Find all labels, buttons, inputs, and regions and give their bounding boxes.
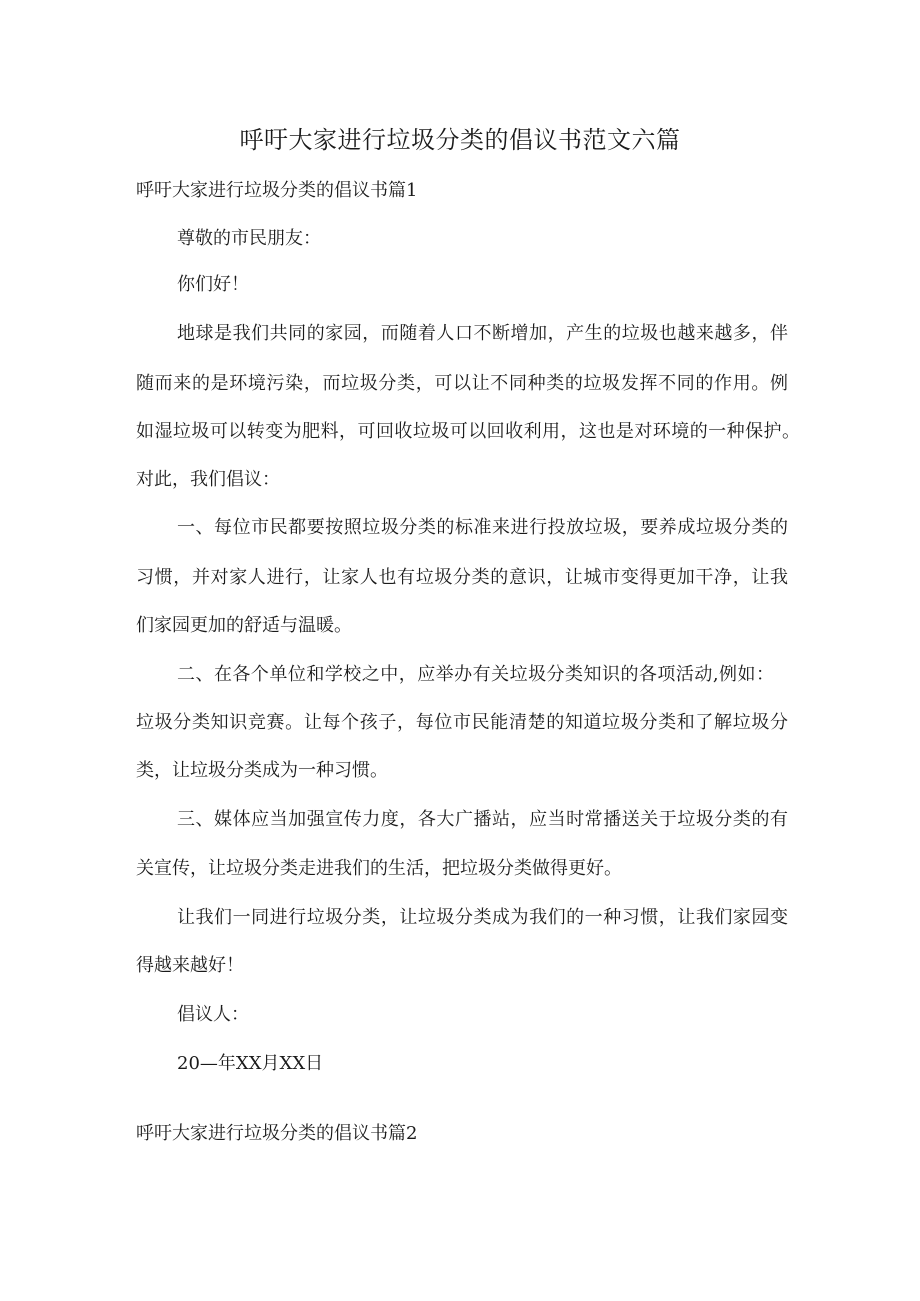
paragraph-2-line: 一、每位市民都要按照垃圾分类的标准来进行投放垃圾，要养成垃圾分类的 [177, 517, 788, 538]
date-line: 20—年XX月XX日 [177, 1053, 324, 1074]
section-1-heading: 呼吁大家进行垃圾分类的倡议书篇1 [136, 180, 418, 201]
document-title: 呼吁大家进行垃圾分类的倡议书范文六篇 [239, 126, 681, 154]
paragraph-3-line: 二、在各个单位和学校之中，应举办有关垃圾分类知识的各项活动,例如： [177, 664, 774, 685]
signature-label: 倡议人： [177, 1004, 249, 1025]
paragraph-1-line: 地球是我们共同的家园，而随着人口不断增加，产生的垃圾也越来越多，伴 [177, 323, 788, 344]
paragraph-3-line: 类，让垃圾分类成为一种习惯。 [136, 760, 388, 781]
paragraph-5-line: 得越来越好！ [136, 955, 244, 976]
paragraph-4-line: 关宣传，让垃圾分类走进我们的生活，把垃圾分类做得更好。 [136, 858, 622, 879]
greeting: 你们好！ [177, 274, 249, 295]
paragraph-2-line: 们家园更加的舒适与温暖。 [136, 615, 352, 636]
section-2-heading: 呼吁大家进行垃圾分类的倡议书篇2 [136, 1123, 418, 1144]
paragraph-3-line: 垃圾分类知识竞赛。让每个孩子，每位市民能清楚的知道垃圾分类和了解垃圾分 [136, 712, 788, 733]
salutation: 尊敬的市民朋友： [177, 228, 321, 249]
paragraph-1-line: 如湿垃圾可以转变为肥料，可回收垃圾可以回收利用，这也是对环境的一种保护。 [136, 421, 800, 442]
paragraph-1-line: 对此，我们倡议： [136, 469, 280, 490]
paragraph-4-line: 三、媒体应当加强宣传力度，各大广播站，应当时常播送关于垃圾分类的有 [177, 809, 788, 830]
paragraph-2-line: 习惯，并对家人进行，让家人也有垃圾分类的意识，让城市变得更加干净，让我 [136, 567, 788, 588]
paragraph-5-line: 让我们一同进行垃圾分类，让垃圾分类成为我们的一种习惯，让我们家园变 [177, 907, 788, 928]
paragraph-1-line: 随而来的是环境污染，而垃圾分类，可以让不同种类的垃圾发挥不同的作用。例 [136, 373, 788, 394]
